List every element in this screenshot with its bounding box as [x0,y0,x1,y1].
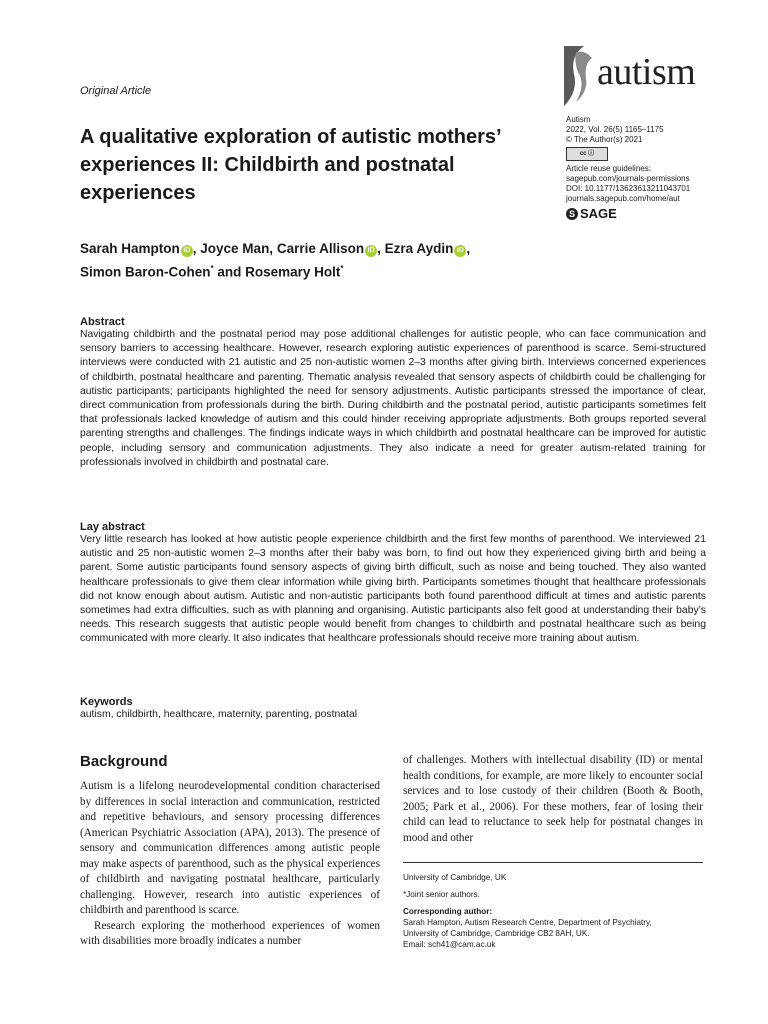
author-name: Sarah Hampton [80,241,180,256]
author-list [80,239,550,283]
abstract-heading: Abstract [80,316,125,328]
footnote-divider [403,862,703,863]
abstract-section [80,316,706,470]
keywords-text: autism, childbirth, healthcare, maternity, parenting, postnatal [80,709,358,720]
joint-authors-note: *Joint senior authors. [403,890,480,899]
background-heading: Background [80,753,168,770]
joint-senior-mark: * [340,264,344,273]
corresponding-address: University of Cambridge, Cambridge CB2 8AH, UK. [403,929,590,938]
orcid-icon[interactable]: iD [181,245,193,257]
author-name: , Joyce Man, Carrie Allison [192,241,365,256]
publisher-logo [566,208,736,220]
body-column-right [403,753,703,846]
keywords-heading: Keywords [80,696,133,708]
journal-logo [562,44,708,112]
institution: University of Cambridge, UK [403,873,507,882]
doi-link[interactable]: DOI: 10.1177/13623613211043701 [566,184,691,193]
cc-license-icon[interactable]: cc ⓘ [566,147,608,161]
journal-copyright: © The Author(s) 2021 [566,135,643,144]
abstract-text: Navigating childbirth and the postnatal period may pose additional challenges for autistic people, who can face communication and sensory barriers to accessing healthcare. However, research exploring autistic experiences of parenthood is scarce. Semi-structured interviews were conducted with 21 autistic and 25 non-autistic women 2–3 months after giving birth. Interviews concerned experiences of childbirth, postnatal healthcare and parenting. Thematic analysis revealed that sensory aspects of childbirth could be challenging for autistic participants; participants highlighted the need for sensory adjustments. Autistic participants stressed the importance of clear, direct communication from professionals during the birth. During childbirth and the postnatal period, autistic participants sometimes felt that professionals lacked knowledge of autism and this could hinder receiving appropriate adjustments. Both groups reported several parenting strengths and challenges. The findings indicate ways in which childbirth and postnatal healthcare can be improved for autistic people, including sensory and communication adjustments. They also indicate a need for greater autism-related training for professionals involved in childbirth and postnatal care. [80,329,706,468]
sage-icon: S [566,208,578,220]
orcid-icon[interactable]: iD [454,245,466,257]
lay-abstract-heading: Lay abstract [80,521,145,533]
article-title: A qualitative exploration of autistic mothers’ experiences II: Childbirth and postnatal experiences [80,126,501,204]
joint-senior-mark: * [210,264,214,273]
journal-home-link[interactable]: journals.sagepub.com/home/aut [566,194,680,203]
author-separator: , [466,241,471,256]
corresponding-email[interactable]: Email: sch41@cam.ac.uk [403,940,496,949]
journal-name: Autism [566,115,591,124]
lay-abstract-section [80,521,706,647]
author-name: and Rosemary Holt [213,264,341,280]
body-paragraph: Research exploring the motherhood experiences of women with disabilities more broadly indicates a number [80,919,380,947]
orcid-icon[interactable]: iD [365,245,377,257]
publisher-name: SAGE [580,206,617,221]
author-name: , Ezra Aydin [377,241,454,256]
journal-logo-text: autism [597,51,696,93]
body-column-left [80,779,380,950]
body-paragraph: Autism is a lifelong neurodevelopmental condition characterised by differences in social interaction and communication, restricted and repetitive behaviours, and sensory processing differences (American Psychiatric Association (APA), 2013). The presence of sensory and communication differences among autistic people may make aspects of parenthood, such as the physical experiences of childbirth and navigating postnatal healthcare, particularly challenging. However, research into autistic experiences of childbirth and parenthood is scarce. [80,780,380,916]
article-type: Original Article [80,85,152,97]
lay-abstract-text: Very little research has looked at how autistic people experience childbirth and the first few months of parenthood. We interviewed 21 autistic and 25 non-autistic women 2–3 months after their baby was born, to find out how they experienced giving birth and being a parent. Some autistic participants found sensory aspects of giving birth difficult, such as noise and being touched. They also wanted healthcare professionals to give them clear information while giving birth. Participants sometimes thought that healthcare professionals did not know enough about autism. Autistic and non-autistic participants both found parenthood difficult at times and autistic parents sometimes had extra difficulties, such as with planning and organising. Autistic participants also felt good at understanding their baby’s needs. This research suggests that autistic people would benefit from changes to childbirth and postnatal healthcare such as being communicated with more clearly. It also indicates that healthcare professionals should receive more training about autism. [80,534,706,645]
journal-volume: 2022, Vol. 26(5) 1165–1175 [566,125,664,134]
affiliations [403,872,703,950]
logo-emblem-icon [562,44,596,108]
keywords-section [80,696,706,722]
corresponding-address: Sarah Hampton, Autism Research Centre, Department of Psychiatry, [403,918,652,927]
body-paragraph: of challenges. Mothers with intellectual disability (ID) or mental health conditions, for example, are more likely to encounter social services and to lose custody of their children (Booth & Booth, 2005; Park et al., 2006). For these mothers, fear of losing their child can lead to reluctance to seek help for postnatal changes in mood and other [403,754,703,844]
journal-metadata [566,115,736,220]
corresponding-heading: Corresponding author: [403,907,493,916]
reuse-label: Article reuse guidelines: [566,164,651,173]
reuse-link[interactable]: sagepub.com/journals-permissions [566,174,690,183]
author-name: Simon Baron-Cohen [80,264,211,280]
